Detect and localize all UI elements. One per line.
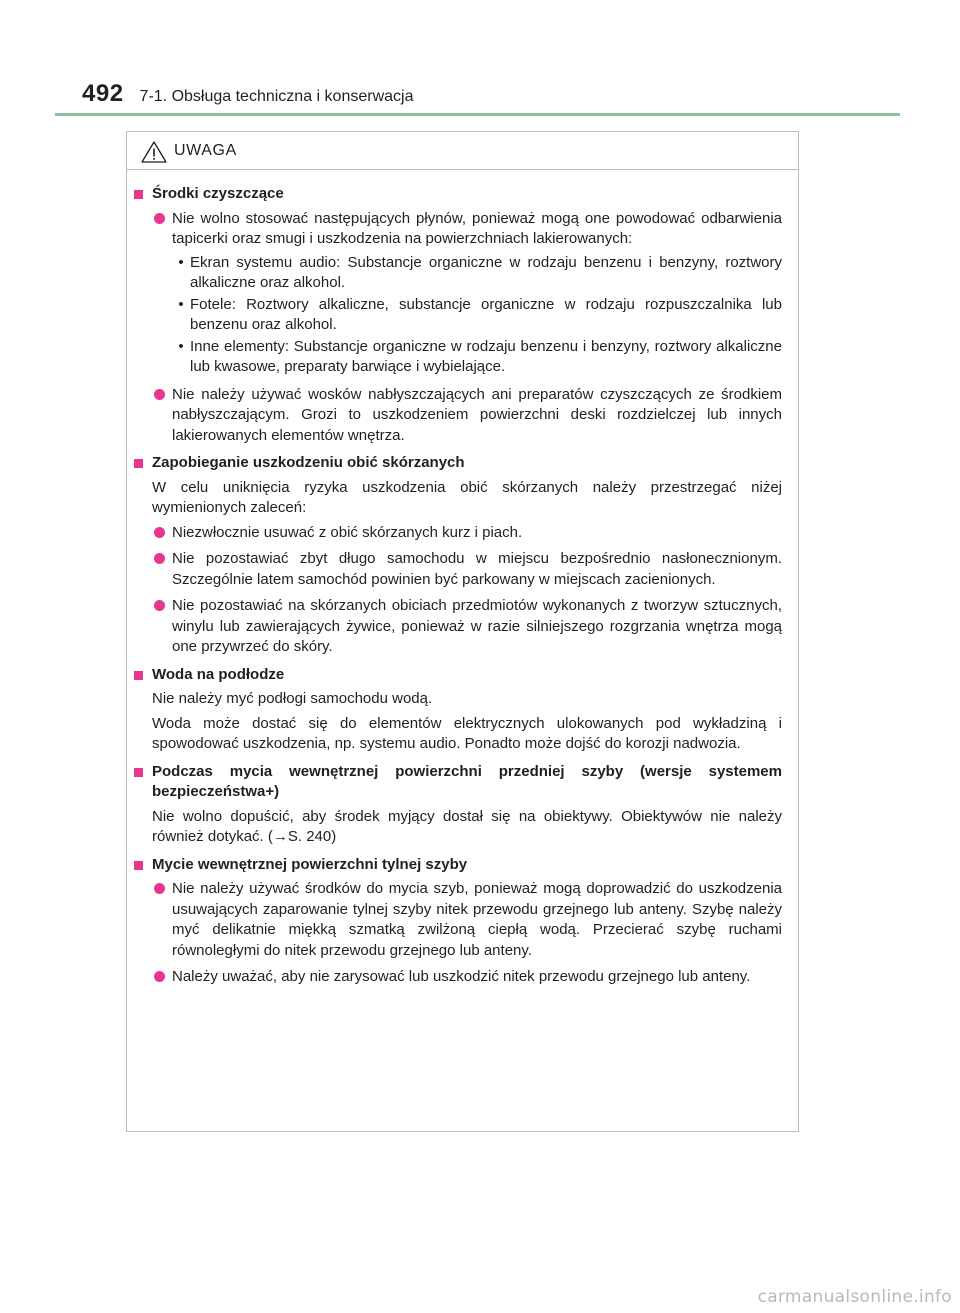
warning-section bbox=[133, 762, 782, 848]
warning-triangle-icon bbox=[141, 141, 167, 163]
square-bullet-icon bbox=[134, 861, 143, 870]
list-item-content bbox=[172, 879, 782, 961]
circle-bullet-icon bbox=[154, 971, 165, 982]
section-heading bbox=[133, 453, 782, 474]
section-paragraph: Nie należy myć podłogi samochodu wodą. bbox=[152, 690, 433, 707]
list-item-content bbox=[172, 385, 782, 447]
list-item bbox=[133, 879, 782, 961]
warning-box bbox=[126, 131, 799, 1132]
section-paragraph: Nie wolno dopuścić, aby środek myjący dostał się na obiektywy. Obiektywów nie należy również dotykać. (→S. 240) bbox=[152, 807, 782, 845]
list-item-text: Nie wolno stosować następujących płynów, ponieważ mogą one powodować odbarwienia tapicerki oraz smugi i uszkodzenia na powierzchniach lakierowanych: bbox=[172, 209, 782, 247]
chapter-title: 7-1. Obsługa techniczna i konserwacja bbox=[139, 88, 414, 105]
circle-bullet-icon bbox=[154, 527, 165, 538]
section-title: Mycie wewnętrznej powierzchni tylnej szyby bbox=[152, 855, 468, 873]
list-item-content bbox=[172, 549, 782, 590]
square-bullet-icon bbox=[134, 459, 143, 468]
warning-section bbox=[133, 855, 782, 988]
page-number: 492 bbox=[82, 80, 124, 107]
list-item bbox=[133, 549, 782, 590]
sub-list-item-text: Fotele: Roztwory alkaliczne, substancje organiczne w rodzaju rozpuszczalnika lub benzenu oraz alkohol. bbox=[190, 295, 782, 333]
square-bullet-icon bbox=[134, 671, 143, 680]
list-item-text: Należy uważać, aby nie zarysować lub uszkodzić nitek przewodu grzejnego lub anteny. bbox=[172, 968, 751, 985]
list-item-text: Nie należy używać środków do mycia szyb, ponieważ mogą doprowadzić do uszkodzenia usuwających zaparowanie tylnej szyby nitek przewodu grzejnego lub anteny. Szybę należy myć delikatnie miękką szmatką zwilżoną ciepłą wodą. Przecierać szybę ruchami równoległymi do nitek przewodu grzejnego lub anteny. bbox=[172, 880, 782, 959]
square-bullet-icon bbox=[134, 190, 143, 199]
section-title: Zapobieganie uszkodzeniu obić skórzanych bbox=[152, 454, 465, 471]
list-item bbox=[133, 967, 782, 988]
page-header bbox=[82, 80, 413, 108]
section-heading bbox=[133, 665, 782, 686]
list-item-text: Nie pozostawiać na skórzanych obiciach przedmiotów wykonanych z tworzyw sztucznych, winylu lub zawierających żywice, ponieważ w razie silniejszego rozgrzania wnętrza mogą one przywrzeć do skóry. bbox=[172, 597, 782, 655]
section-heading bbox=[133, 762, 782, 803]
sub-list-item bbox=[172, 337, 782, 378]
sub-list bbox=[172, 253, 782, 378]
list-item bbox=[133, 209, 782, 379]
list-item-content bbox=[172, 596, 782, 658]
section-heading bbox=[133, 184, 782, 205]
watermark: carmanualsonline.info bbox=[757, 1287, 952, 1307]
bullet-icon: • bbox=[178, 253, 184, 271]
warning-section bbox=[133, 665, 782, 755]
header-rule bbox=[55, 113, 900, 116]
sub-list-item-text: Inne elementy: Substancje organiczne w rodzaju benzenu i benzyny, roztwory alkaliczne lub kwasowe, preparaty barwiące i wybielające. bbox=[190, 337, 782, 375]
warning-body bbox=[127, 170, 798, 988]
square-bullet-icon bbox=[134, 768, 143, 777]
list-item bbox=[133, 523, 782, 544]
warning-title: UWAGA bbox=[174, 142, 237, 159]
circle-bullet-icon bbox=[154, 389, 165, 400]
circle-bullet-icon bbox=[154, 213, 165, 224]
bullet-icon: • bbox=[178, 295, 184, 313]
list-item-text: Nie należy używać wosków nabłyszczających ani preparatów czyszczących ze środkiem nabłyszczającym. Grozi to uszkodzeniem powierzchni deski rozdzielczej lub innych lakierowanych elementów wnętrza. bbox=[172, 385, 782, 444]
section-title: Podczas mycia wewnętrznej powierzchni przedniej szyby (wersje systemem bezpieczeństwa+) bbox=[152, 762, 782, 800]
warning-section bbox=[133, 453, 782, 658]
warning-header bbox=[127, 132, 798, 170]
bullet-icon: • bbox=[178, 337, 184, 355]
list-item bbox=[133, 385, 782, 447]
warning-section bbox=[133, 184, 782, 446]
list-item-text: Nie pozostawiać zbyt długo samochodu w miejscu bezpośrednio nasłonecznionym. Szczególnie latem samochód powinien być parkowany w miejscach zacienionych. bbox=[172, 550, 782, 588]
circle-bullet-icon bbox=[154, 600, 165, 611]
circle-bullet-icon bbox=[154, 553, 165, 564]
sub-list-item bbox=[172, 253, 782, 294]
section-title: Środki czyszczące bbox=[152, 185, 284, 202]
list-item bbox=[133, 596, 782, 658]
list-item-content bbox=[172, 523, 782, 544]
section-paragraph: W celu uniknięcia ryzyka uszkodzenia obić skórzanych należy przestrzegać niżej wymienionych zaleceń: bbox=[152, 478, 782, 516]
section-paragraph: Woda może dostać się do elementów elektrycznych ulokowanych pod wykładziną i spowodować uszkodzenia, np. systemu audio. Ponadto może dojść do korozji nadwozia. bbox=[152, 714, 782, 752]
list-item-content bbox=[172, 967, 782, 988]
sub-list-item bbox=[172, 295, 782, 336]
list-item-text: Niezwłocznie usuwać z obić skórzanych kurz i piach. bbox=[172, 523, 523, 541]
sub-list-item-text: Ekran systemu audio: Substancje organiczne w rodzaju benzenu i benzyny, roztwory alkaliczne oraz alkohol. bbox=[190, 253, 782, 291]
section-heading bbox=[133, 855, 782, 876]
list-item-content bbox=[172, 209, 782, 379]
circle-bullet-icon bbox=[154, 883, 165, 894]
section-title: Woda na podłodze bbox=[152, 665, 285, 683]
